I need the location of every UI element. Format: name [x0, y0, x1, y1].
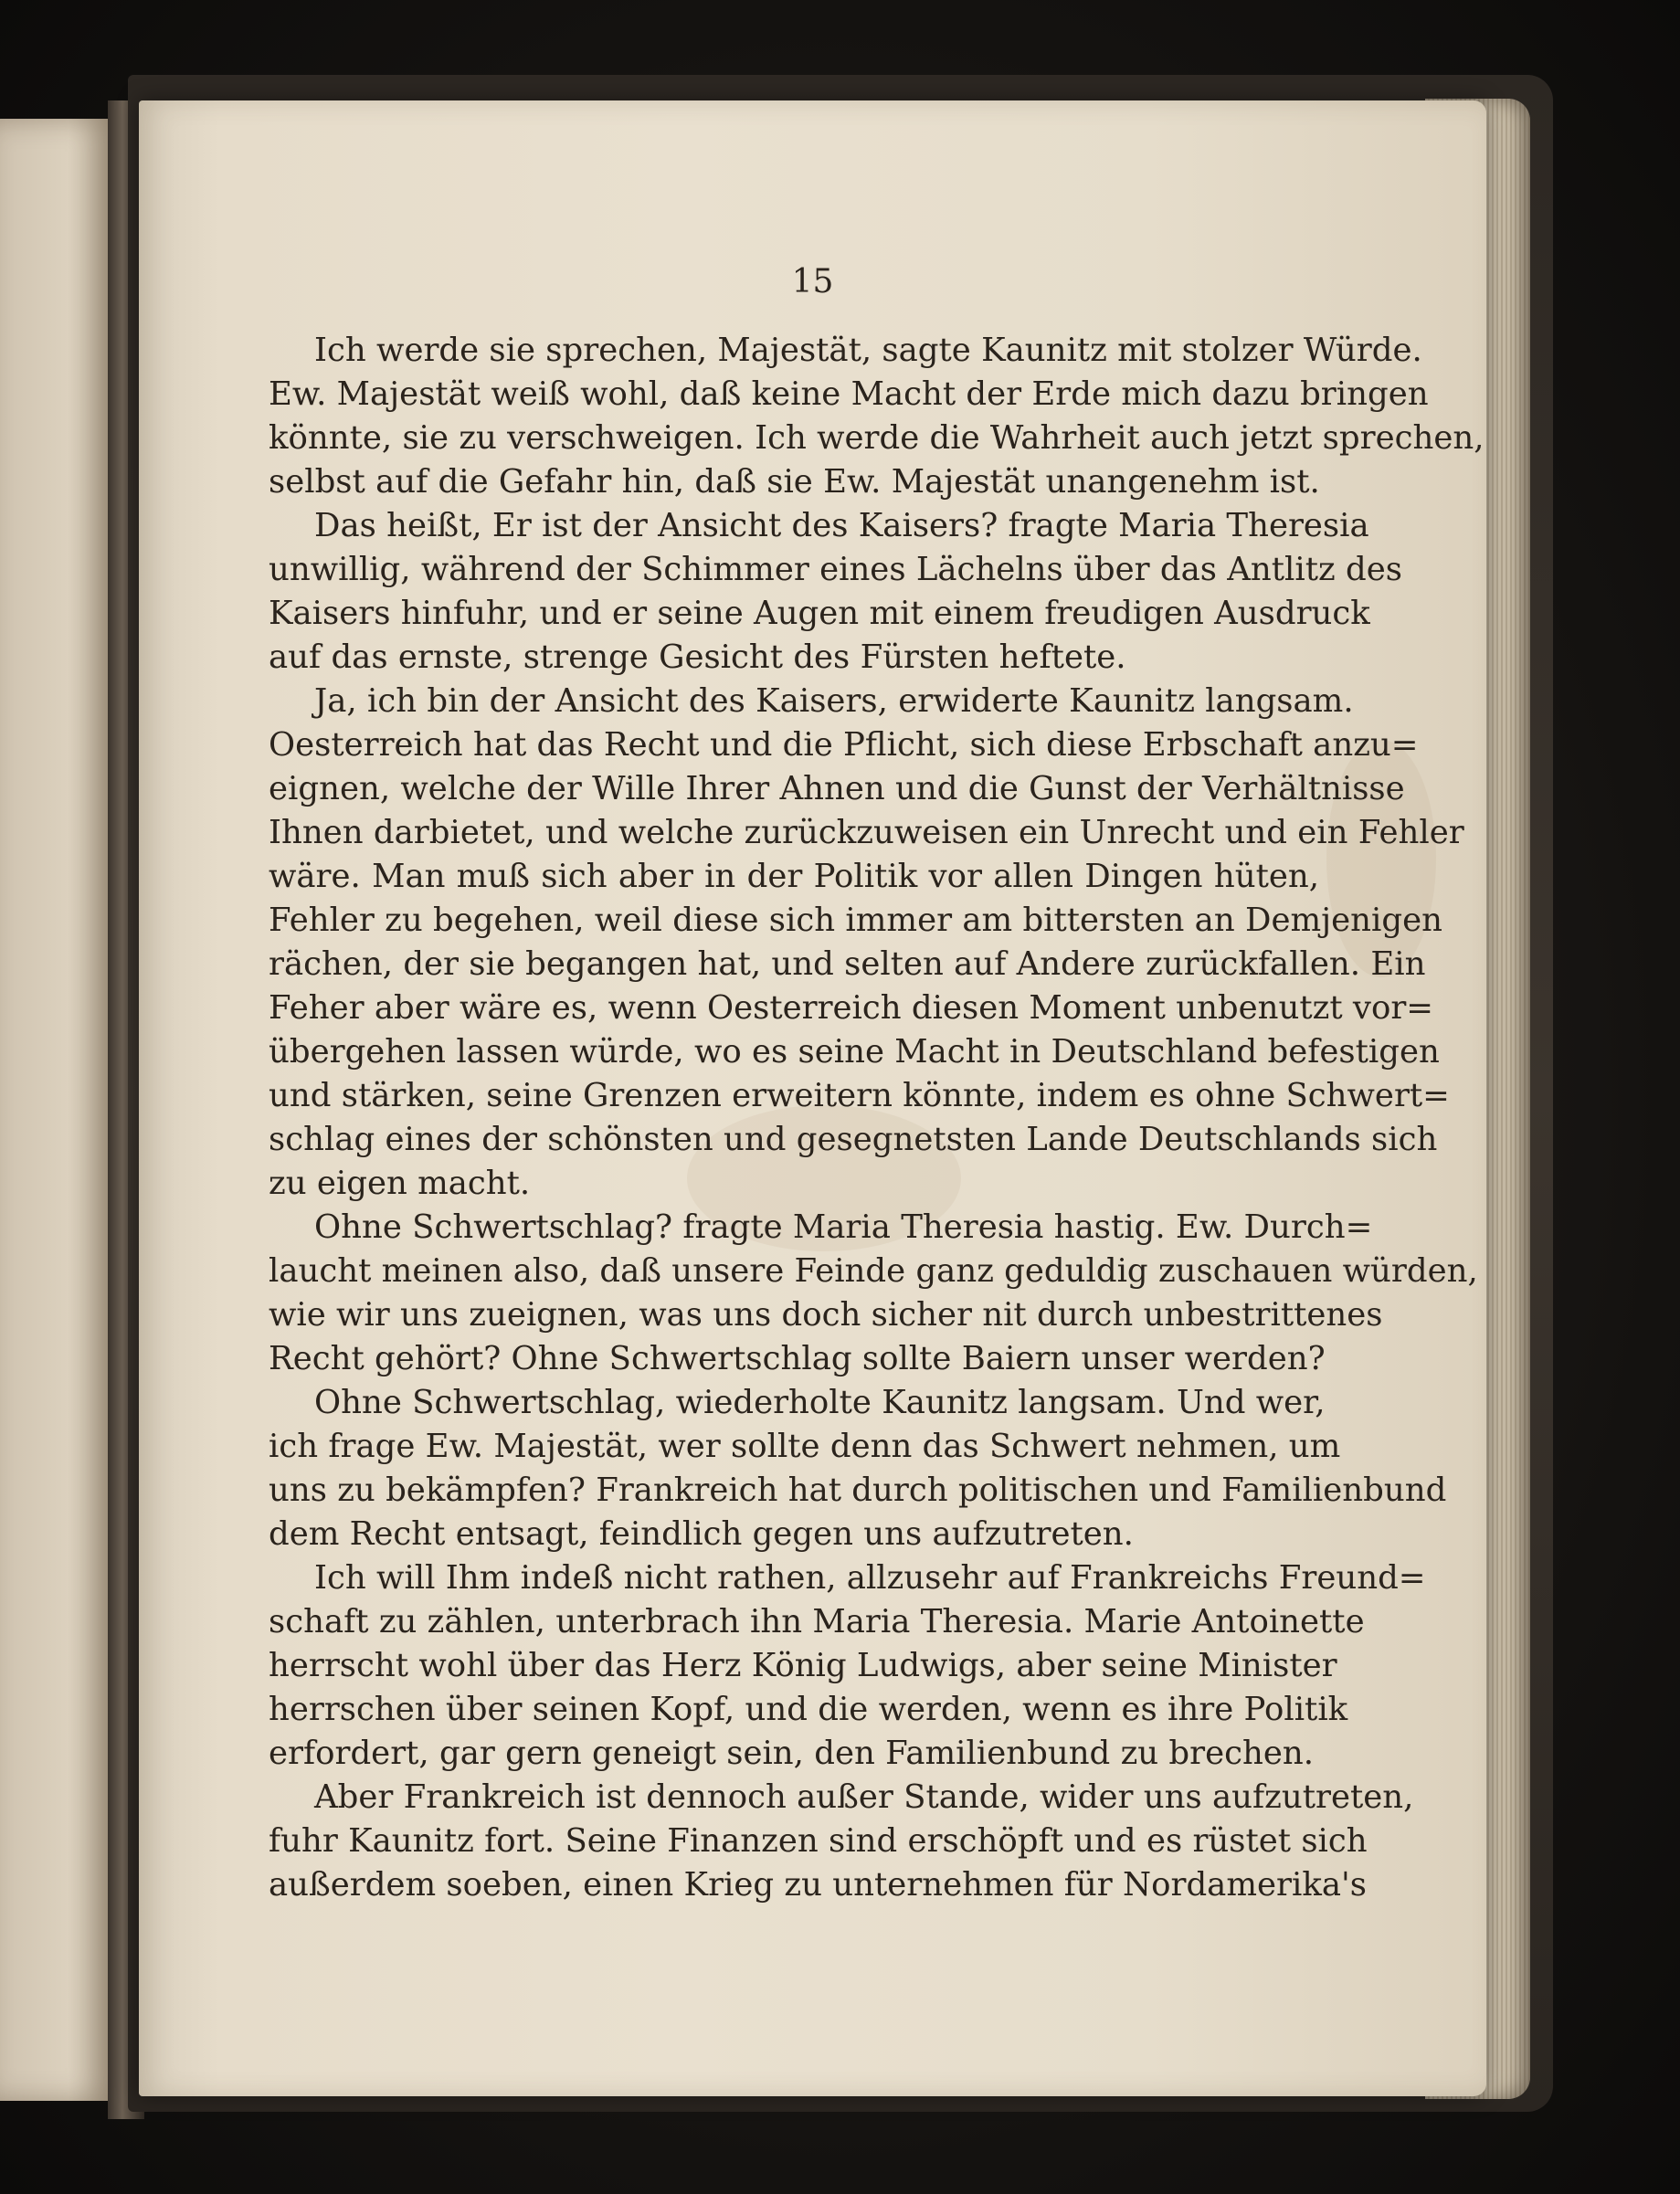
text-line: schaft zu zählen, unterbrach ihn Maria Theresia. Marie Antoinette — [269, 1603, 1365, 1640]
text-line: ich frage Ew. Majestät, wer sollte denn das Schwert nehmen, um — [269, 1428, 1341, 1465]
text-line: rächen, der sie begangen hat, und selten auf Andere zurückfallen. Ein — [269, 945, 1426, 983]
text-line: könnte, sie zu verschweigen. Ich werde die Wahrheit auch jetzt sprechen, — [269, 419, 1485, 457]
text-line: Feher aber wäre es, wenn Oesterreich diesen Moment unbenutzt vor= — [269, 989, 1434, 1027]
text-line: Fehler zu begehen, weil diese sich immer am bittersten an Demjenigen — [269, 902, 1442, 939]
book-page — [139, 100, 1486, 2096]
text-line: laucht meinen also, daß unsere Feinde ganz geduldig zuschauen würden, — [269, 1252, 1478, 1290]
text-line: herrscht wohl über das Herz König Ludwigs, aber seine Minister — [269, 1647, 1337, 1684]
text-line: erfordert, gar gern geneigt sein, den Familienbund zu brechen. — [269, 1735, 1315, 1772]
text-line: Ew. Majestät weiß wohl, daß keine Macht der Erde mich dazu bringen — [269, 375, 1429, 413]
body-text — [269, 329, 1485, 1907]
text-line: dem Recht entsagt, feindlich gegen uns aufzutreten. — [269, 1515, 1134, 1553]
left-page-fragment — [0, 119, 114, 2101]
text-line: wäre. Man muß sich aber in der Politik vor allen Dingen hüten, — [269, 858, 1319, 895]
text-line: Ohne Schwertschlag, wiederholte Kaunitz langsam. Und wer, — [314, 1384, 1326, 1421]
text-line: zu eigen macht. — [269, 1165, 531, 1202]
text-line: Ich werde sie sprechen, Majestät, sagte Kaunitz mit stolzer Würde. — [314, 332, 1422, 369]
text-line: uns zu bekämpfen? Frankreich hat durch politischen und Familienbund — [269, 1471, 1447, 1509]
text-line: auf das ernste, strenge Gesicht des Fürsten heftete. — [269, 638, 1126, 676]
text-line: Recht gehört? Ohne Schwertschlag sollte Baiern unser werden? — [269, 1340, 1326, 1377]
text-line: wie wir uns zueignen, was uns doch sicher nit durch unbestrittenes — [269, 1296, 1383, 1334]
text-line: selbst auf die Gefahr hin, daß sie Ew. Majestät unangenehm ist. — [269, 463, 1320, 501]
text-line: unwillig, während der Schimmer eines Lächelns über das Antlitz des — [269, 551, 1402, 588]
text-line: Aber Frankreich ist dennoch außer Stande, wider uns aufzutreten, — [314, 1778, 1414, 1816]
text-line: übergehen lassen würde, wo es seine Macht in Deutschland befestigen — [269, 1033, 1440, 1071]
text-line: eignen, welche der Wille Ihrer Ahnen und die Gunst der Verhältnisse — [269, 770, 1405, 807]
text-line: schlag eines der schönsten und gesegnetsten Lande Deutschlands sich — [269, 1121, 1438, 1158]
text-line: herrschen über seinen Kopf, und die werden, wenn es ihre Politik — [269, 1691, 1348, 1728]
text-line: Ich will Ihm indeß nicht rathen, allzusehr auf Frankreichs Freund= — [314, 1559, 1426, 1597]
text-line: Ja, ich bin der Ansicht des Kaisers, erwiderte Kaunitz langsam. — [314, 682, 1354, 720]
text-line: außerdem soeben, einen Krieg zu unternehmen für Nordamerika's — [269, 1866, 1367, 1904]
text-line: Oesterreich hat das Recht und die Pflicht, sich diese Erbschaft anzu= — [269, 726, 1419, 764]
text-line: Ihnen darbietet, und welche zurückzuweisen ein Unrecht und ein Fehler — [269, 814, 1464, 851]
text-line: Kaisers hinfuhr, und er seine Augen mit einem freudigen Ausdruck — [269, 595, 1370, 632]
text-line: und stärken, seine Grenzen erweitern könnte, indem es ohne Schwert= — [269, 1077, 1450, 1114]
text-line: Ohne Schwertschlag? fragte Maria Theresia hastig. Ew. Durch= — [314, 1208, 1373, 1246]
page-number: 15 — [791, 263, 834, 301]
text-line: Das heißt, Er ist der Ansicht des Kaisers? fragte Maria Theresia — [314, 507, 1369, 544]
text-line: fuhr Kaunitz fort. Seine Finanzen sind erschöpft und es rüstet sich — [269, 1822, 1368, 1860]
